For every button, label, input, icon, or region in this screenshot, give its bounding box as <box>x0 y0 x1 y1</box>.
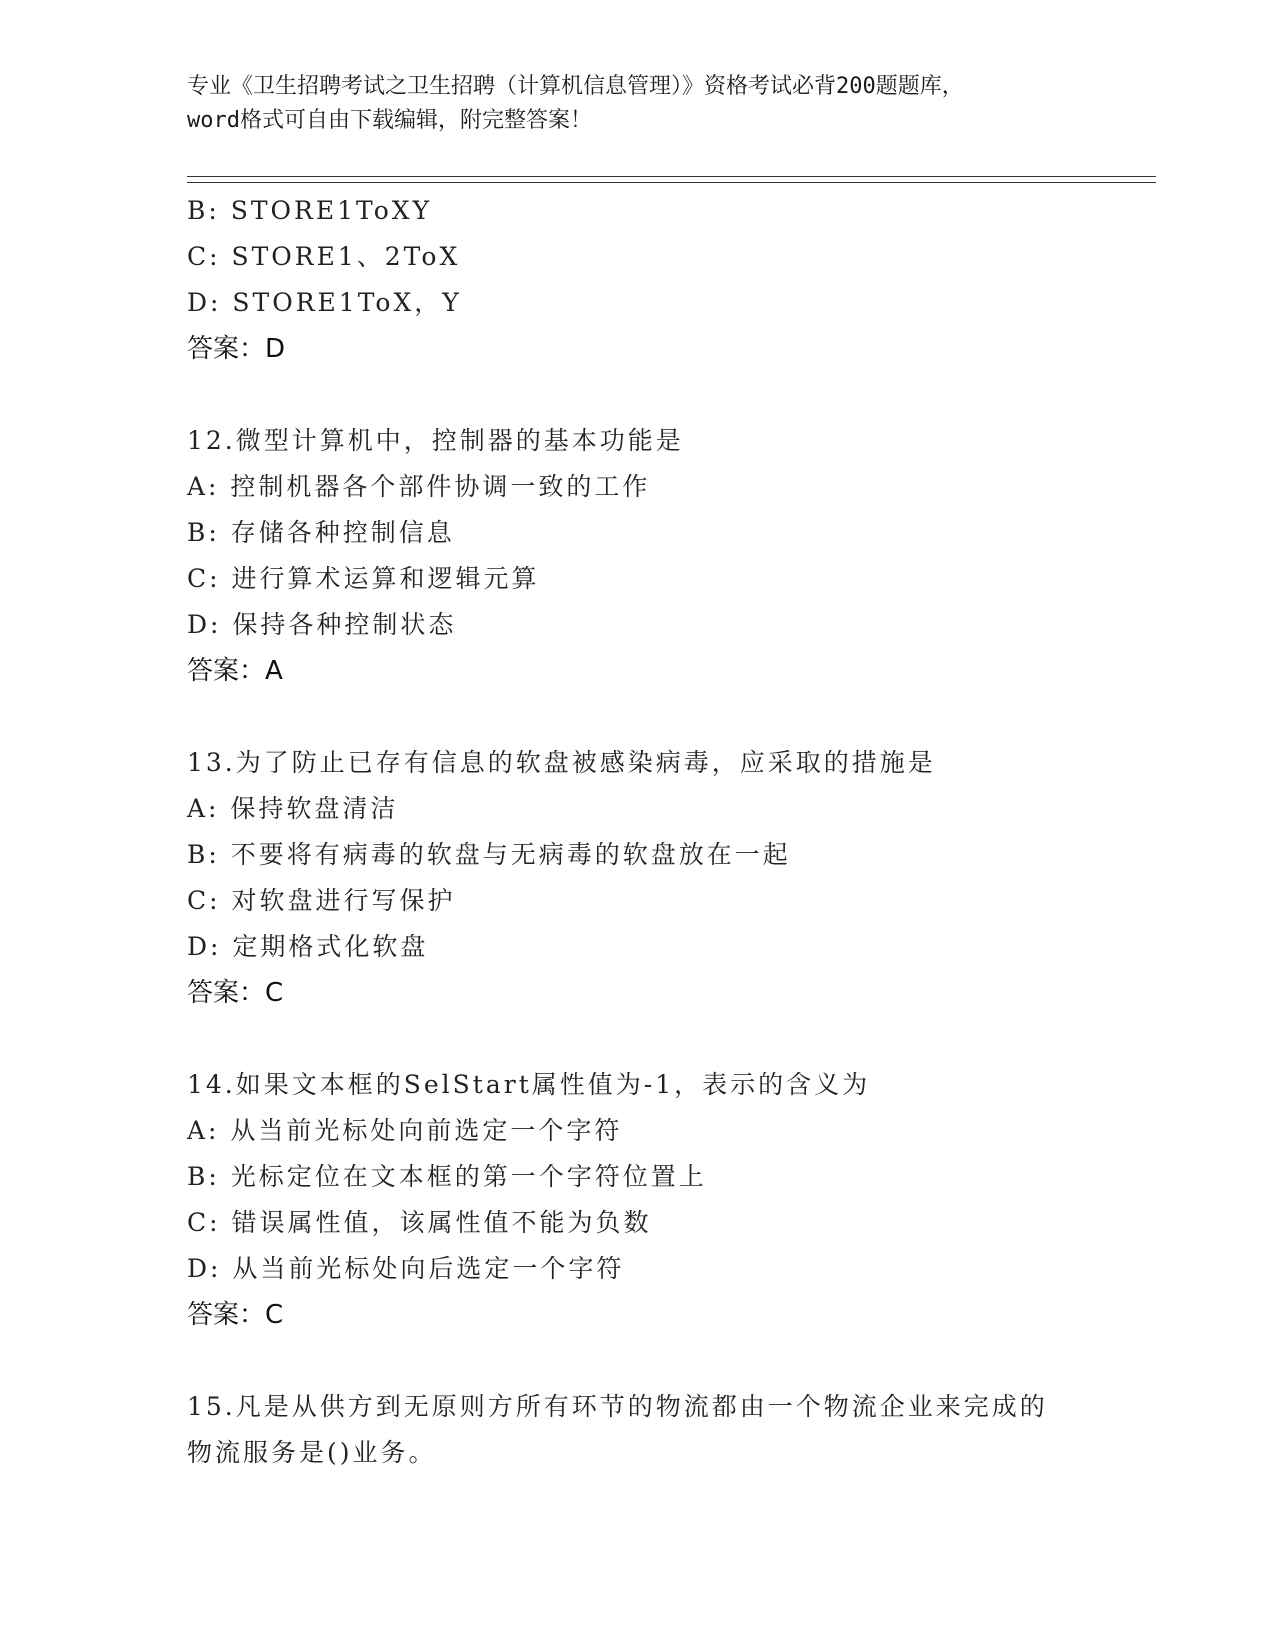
question-text-line-2: 物流服务是()业务。 <box>187 1438 437 1467</box>
option-a: A: 控制机器各个部件协调一致的工作 <box>187 472 651 501</box>
answer-label: 答案：D <box>187 334 286 364</box>
option-c: C: 错误属性值，该属性值不能为负数 <box>187 1208 652 1237</box>
spacer <box>187 372 1147 418</box>
option-c: C: STORE1、2ToX <box>187 242 461 271</box>
option-b: B: 不要将有病毒的软盘与无病毒的软盘放在一起 <box>187 840 791 869</box>
question-text: 13.为了防止已存有信息的软盘被感染病毒，应采取的措施是 <box>187 748 936 777</box>
question-12 <box>187 418 1147 694</box>
question-14 <box>187 1062 1147 1338</box>
option-c: C: 对软盘进行写保护 <box>187 886 456 915</box>
option-b: B: STORE1ToXY <box>187 196 433 225</box>
question-text: 14.如果文本框的SelStart属性值为-1，表示的含义为 <box>187 1070 871 1099</box>
question-text: 12.微型计算机中，控制器的基本功能是 <box>187 426 684 455</box>
option-b: B: 光标定位在文本框的第一个字符位置上 <box>187 1162 707 1191</box>
question-list <box>187 188 1147 1476</box>
option-a: A: 保持软盘清洁 <box>187 794 399 823</box>
option-d: D: 定期格式化软盘 <box>187 932 429 961</box>
question-13 <box>187 740 1147 1016</box>
option-d: D: STORE1ToX，Y <box>187 288 462 317</box>
header-divider <box>187 176 1156 183</box>
option-c: C: 进行算术运算和逻辑元算 <box>187 564 540 593</box>
option-a: A: 从当前光标处向前选定一个字符 <box>187 1116 623 1145</box>
header-title-line-1: 专业《卫生招聘考试之卫生招聘（计算机信息管理）》资格考试必背200题题库， <box>187 74 964 99</box>
spacer <box>187 694 1147 740</box>
spacer <box>187 1338 1147 1384</box>
option-b: B: 存储各种控制信息 <box>187 518 455 547</box>
option-d: D: 保持各种控制状态 <box>187 610 457 639</box>
spacer <box>187 1016 1147 1062</box>
answer-label: 答案：C <box>187 1300 284 1330</box>
header-title-line-2: word格式可自由下载编辑，附完整答案！ <box>187 108 592 133</box>
question-11-tail <box>187 188 1147 372</box>
option-d: D: 从当前光标处向后选定一个字符 <box>187 1254 625 1283</box>
question-text-line-1: 15.凡是从供方到无原则方所有环节的物流都由一个物流企业来完成的 <box>187 1392 1048 1421</box>
document-header <box>187 70 1087 138</box>
answer-label: 答案：A <box>187 656 283 686</box>
answer-label: 答案：C <box>187 978 284 1008</box>
question-15 <box>187 1384 1147 1476</box>
